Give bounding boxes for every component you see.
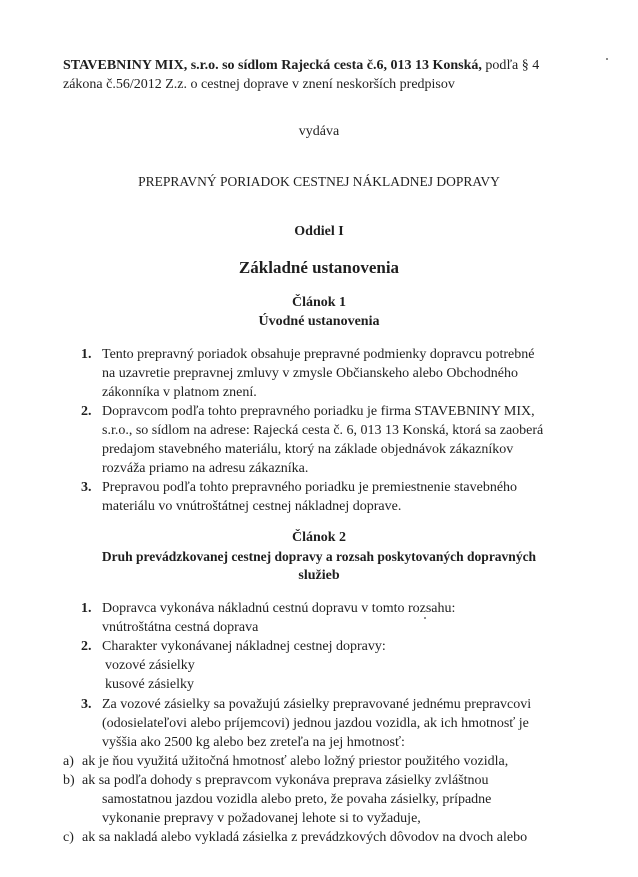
item-number: 3. [81, 697, 92, 712]
sub-item-letter: a) [63, 754, 74, 769]
article-1-title: Úvodné ustanovenia [258, 314, 380, 329]
article-1-number: Článok 1 [291, 295, 347, 310]
sub-item-letter: c) [63, 830, 74, 845]
header-line-2: zákona č.56/2012 Z.z. o cestnej doprave v znení neskorších predpisov [63, 77, 455, 92]
sub-item-line: vykonanie prepravy v požadovanej lehote si to vyžaduje, [102, 811, 421, 826]
item-number: 2. [81, 639, 92, 654]
sub-item-line: ak sa podľa dohody s prepravcom vykonáva preprava zásielky zvláštnou [82, 773, 489, 788]
item-line: Za vozové zásielky sa považujú zásielky prepravované jednému prepravcovi [102, 697, 532, 712]
header-line-1-rest: podľa § 4 [481, 58, 540, 73]
article-2-number: Článok 2 [291, 530, 347, 545]
header-line-1 [63, 58, 539, 74]
article-2-title-line-1: Druh prevádzkovanej cestnej dopravy a rozsah poskytovaných dopravných [101, 549, 537, 564]
sub-item-line: ak je ňou využitá užitočná hmotnosť alebo ložný priestor použitého vozidla, [82, 754, 509, 769]
item-line: kusové zásielky [105, 677, 195, 692]
item-line: Dopravca vykonáva nákladnú cestnú dopravu v tomto rozsahu: [102, 601, 456, 616]
scan-speck [424, 617, 426, 619]
sub-item-line: ak sa nakladá alebo vykladá zásielka z prevádzkových dôvodov na dvoch alebo [82, 830, 528, 845]
issues-text: vydáva [298, 124, 340, 139]
item-line: Dopravcom podľa tohto prepravného poriadku je firma STAVEBNINY MIX, [102, 404, 535, 419]
article-2-title-line-2: služieb [298, 568, 340, 583]
item-number: 2. [81, 404, 92, 419]
item-number: 1. [81, 601, 92, 616]
item-line: predajom stavebného materiálu, ktorý na základe objednávok zákazníkov [102, 442, 514, 457]
item-line: vozové zásielky [105, 658, 195, 673]
item-line: vnútroštátna cestná doprava [102, 620, 259, 635]
item-line: na uzavretie prepravnej zmluvy v zmysle Občianskeho alebo Obchodného [102, 366, 518, 381]
sub-item-line: samostatnou jazdou vozidla alebo preto, že povaha zásielky, prípadne [102, 792, 492, 807]
item-line: Prepravou podľa tohto prepravného poriadku je premiestnenie stavebného [102, 480, 518, 495]
item-number: 3. [81, 480, 92, 495]
sub-item-letter: b) [63, 773, 75, 788]
item-number: 1. [81, 347, 92, 362]
section-title: Základné ustanovenia [238, 258, 400, 277]
item-line: vyššia ako 2500 kg alebo bez zreteľa na jej hmotnosť: [102, 735, 405, 750]
item-line: rozváža priamo na adresu zákazníka. [102, 461, 309, 476]
section-number: Oddiel I [294, 224, 344, 239]
item-line: materiálu vo vnútroštátnej cestnej nákladnej doprave. [102, 499, 402, 514]
document-title: PREPRAVNÝ PORIADOK CESTNEJ NÁKLADNEJ DOPRAVY [138, 174, 500, 189]
scan-speck [606, 58, 608, 60]
company-name: STAVEBNINY MIX, s.r.o. so sídlom Rajecká cesta č.6, 013 13 Konská, [63, 58, 482, 73]
item-line: Tento prepravný poriadok obsahuje prepravné podmienky dopravcu potrebné [102, 347, 535, 362]
item-line: (odosielateľovi alebo príjemcovi) jednou jazdou vozidla, ak ich hmotnosť je [102, 716, 529, 731]
item-line: s.r.o., so sídlom na adrese: Rajecká cesta č. 6, 013 13 Konská, ktorá sa zaoberá [102, 423, 544, 438]
item-line: zákonníka v platnom znení. [102, 385, 257, 400]
item-line: Charakter vykonávanej nákladnej cestnej dopravy: [102, 639, 386, 654]
